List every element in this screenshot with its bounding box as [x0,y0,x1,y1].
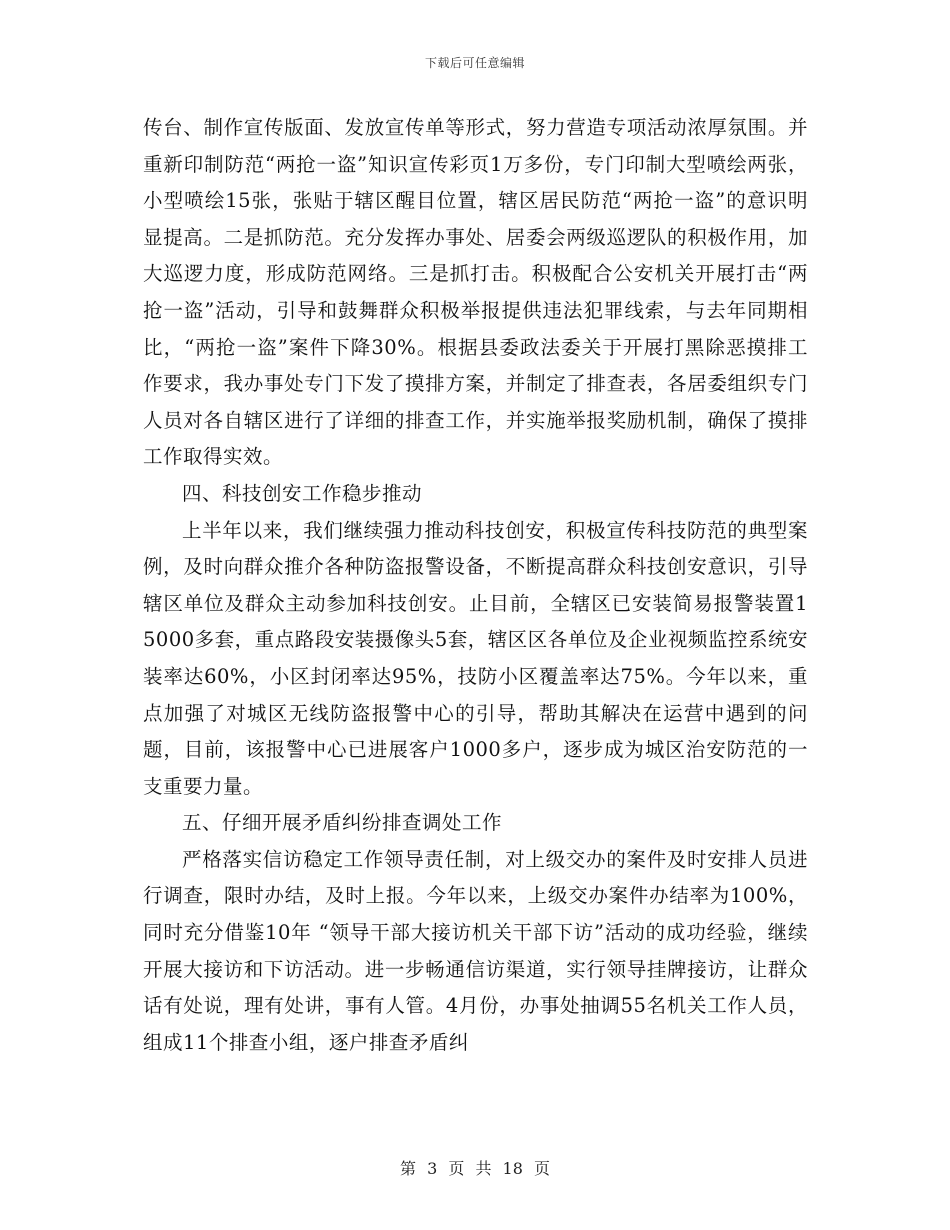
page-footer: 第 3 页 共 18 页 [400,1159,550,1178]
section-heading-4: 四、科技创安工作稳步推动 [182,481,423,505]
paragraph-continued: 传台、制作宣传版面、发放宣传单等形式，努力营造专项活动浓厚氛围。并重新印制防范“两抢一盗”知识宣传彩页1万多份，专门印制大型喷绘两张，小型喷绘15张，张贴于辖区醒目位置，辖区居民防范“两抢一盗”的意识明显提高。二是抓防范。充分发挥办事处、居委会两级巡逻队的积极作用，加大巡逻力度，形成防范网络。三是抓打击。积极配合公安机关开展打击“两抢一盗”活动，引导和鼓舞群众积极举报提供违法犯罪线索，与去年同期相比，“两抢一盗”案件下降30%。根据县委政法委关于开展打黑除恶摸排工作要求，我办事处专门下发了摸排方案，并制定了排查表，各居委组织专门人员对各自辖区进行了详细的排查工作，并实施举报奖励机制，确保了摸排工作取得实效。 [143,116,808,469]
page-header: 下载后可任意编辑 [424,56,525,70]
document-body [143,110,808,1061]
paragraph: 上半年以来，我们继续强力推动科技创安，积极宣传科技防范的典型案例，及时向群众推介各种防盗报警设备，不断提高群众科技创安意识，引导辖区单位及群众主动参加科技创安。止目前，全辖区已安装简易报警装置15000多套，重点路段安装摄像头5套，辖区区各单位及企业视频监控系统安装率达60%，小区封闭率达95%，技防小区覆盖率达75%。今年以来，重点加强了对城区无线防盗报警中心的引导，帮助其解决在运营中遇到的问题，目前，该报警中心已进展客户1000多户，逐步成为城区治安防范的一支重要力量。 [143,518,808,798]
paragraph: 严格落实信访稳定工作领导责任制，对上级交办的案件及时安排人员进行调查，限时办结，及时上报。今年以来，上级交办案件办结率为100%，同时充分借鉴10年 “领导干部大接访机关干部下访”活动的成功经验，继续开展大接访和下访活动。进一步畅通信访渠道，实行领导挂牌接访，让群众话有处说，理有处讲，事有人管。4月份，办事处抽调55名机关工作人员，组成11个排查小组，逐户排查矛盾纠 [143,847,808,1054]
section-heading-5: 五、仔细开展矛盾纠纷排查调处工作 [182,811,503,835]
